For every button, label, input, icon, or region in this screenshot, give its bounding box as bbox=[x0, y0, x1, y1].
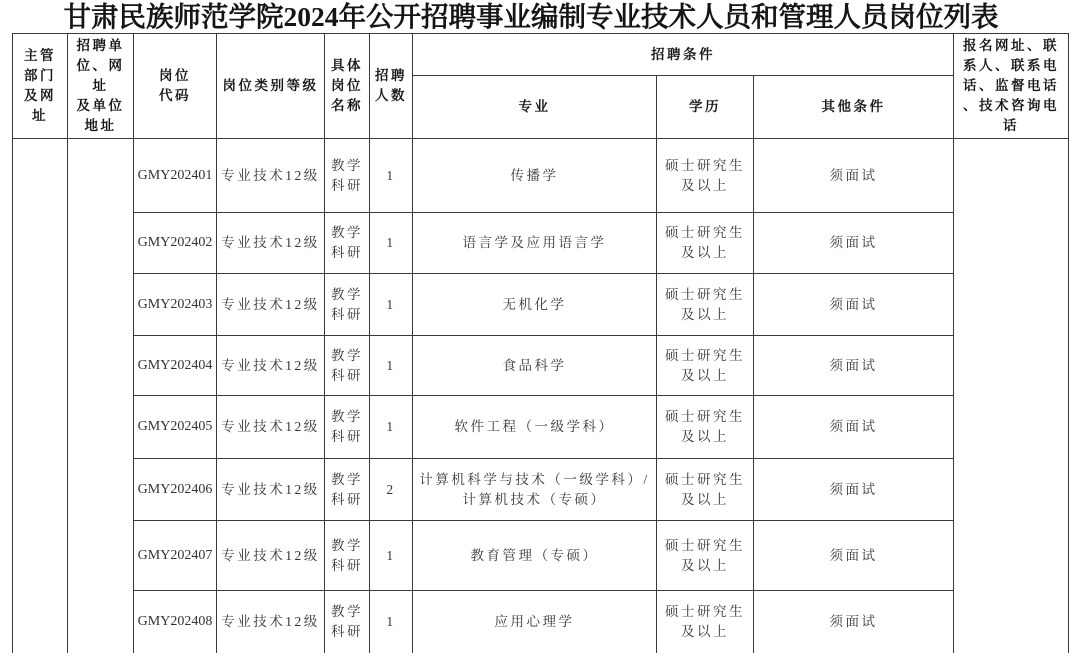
position-name: 教学科研 bbox=[331, 347, 363, 383]
position-name: 教学科研 bbox=[331, 286, 363, 322]
table-row bbox=[13, 213, 1069, 274]
education: 硕士研究生及以上 bbox=[665, 603, 745, 639]
category-level: 专业技术12级 bbox=[221, 613, 320, 629]
table-row bbox=[13, 336, 1069, 396]
category-level: 专业技术12级 bbox=[221, 235, 320, 250]
position-code: GMY202406 bbox=[137, 481, 213, 497]
position-name-cell bbox=[325, 521, 370, 591]
education-cell bbox=[657, 274, 754, 336]
education-cell bbox=[657, 396, 754, 459]
position-code-cell bbox=[134, 521, 217, 591]
category-level: 专业技术12级 bbox=[221, 481, 320, 497]
headcount: 1 bbox=[386, 167, 396, 183]
category-level-cell bbox=[217, 459, 325, 521]
header-employer-line: 招聘单位、网址 bbox=[76, 38, 125, 93]
header-department bbox=[13, 34, 68, 139]
position-code-cell bbox=[134, 274, 217, 336]
contact-cell bbox=[954, 139, 1069, 653]
position-name: 教学科研 bbox=[331, 471, 363, 507]
department-cell bbox=[13, 139, 68, 653]
major-cell bbox=[413, 396, 657, 459]
position-code: GMY202404 bbox=[137, 357, 213, 373]
header-education-label: 学历 bbox=[689, 99, 721, 114]
header-contact bbox=[954, 34, 1069, 139]
position-code: GMY202403 bbox=[137, 296, 213, 312]
other-conditions: 须面试 bbox=[829, 357, 878, 373]
category-level: 专业技术12级 bbox=[221, 167, 320, 183]
category-level-cell bbox=[217, 591, 325, 653]
headcount: 1 bbox=[386, 419, 396, 434]
category-level: 专业技术12级 bbox=[221, 296, 320, 312]
header-other-conditions-label: 其他条件 bbox=[821, 99, 886, 114]
major-line: 应用心理学 bbox=[494, 613, 575, 629]
position-name-cell bbox=[325, 274, 370, 336]
education-cell bbox=[657, 459, 754, 521]
document-title: 甘肃民族师范学院2024年公开招聘事业编制专业技术人员和管理人员岗位列表 bbox=[63, 1, 999, 32]
education: 硕士研究生及以上 bbox=[665, 537, 745, 573]
other-conditions: 须面试 bbox=[829, 481, 878, 497]
major-cell bbox=[413, 274, 657, 336]
headcount: 1 bbox=[386, 296, 396, 312]
major-cell bbox=[413, 459, 657, 521]
header-education bbox=[657, 76, 754, 139]
position-name-cell bbox=[325, 213, 370, 274]
position-name-cell bbox=[325, 459, 370, 521]
education: 硕士研究生及以上 bbox=[665, 347, 745, 383]
header-position-name bbox=[325, 34, 370, 139]
headcount: 1 bbox=[386, 613, 396, 629]
major-line: 教育管理（专硕） bbox=[470, 547, 599, 563]
education-cell bbox=[657, 139, 754, 213]
position-name: 教学科研 bbox=[331, 409, 363, 444]
position-code-cell bbox=[134, 459, 217, 521]
major-line: 计算机科学与技术（一级学科）/ bbox=[419, 471, 650, 487]
header-conditions bbox=[413, 34, 954, 76]
education: 硕士研究生及以上 bbox=[665, 225, 745, 260]
position-name: 教学科研 bbox=[331, 603, 363, 639]
header-contact-label: 报名网址、联系人、联系电话、监督电话、技术咨询电话 bbox=[963, 38, 1060, 133]
position-code: GMY202402 bbox=[137, 235, 213, 250]
major-line: 食品科学 bbox=[502, 357, 567, 373]
major-line: 软件工程（一级学科） bbox=[454, 419, 615, 434]
position-code-cell bbox=[134, 396, 217, 459]
other-conditions-cell bbox=[754, 459, 954, 521]
header-headcount bbox=[370, 34, 413, 139]
category-level-cell bbox=[217, 521, 325, 591]
headcount: 1 bbox=[386, 235, 396, 250]
table-row bbox=[13, 591, 1069, 653]
position-code-cell bbox=[134, 336, 217, 396]
table-row bbox=[13, 396, 1069, 459]
major-cell bbox=[413, 336, 657, 396]
major-line: 无机化学 bbox=[502, 296, 567, 312]
major-cell bbox=[413, 591, 657, 653]
headcount-cell bbox=[370, 336, 413, 396]
other-conditions: 须面试 bbox=[829, 167, 878, 183]
education: 硕士研究生及以上 bbox=[665, 471, 745, 507]
category-level-cell bbox=[217, 139, 325, 213]
education: 硕士研究生及以上 bbox=[665, 157, 745, 193]
header-employer-label bbox=[76, 36, 126, 136]
education-cell bbox=[657, 336, 754, 396]
category-level: 专业技术12级 bbox=[221, 357, 320, 373]
other-conditions: 须面试 bbox=[829, 613, 878, 629]
major-line: 语言学及应用语言学 bbox=[462, 235, 607, 250]
header-headcount-label: 招聘人数 bbox=[375, 68, 407, 103]
category-level-cell bbox=[217, 213, 325, 274]
other-conditions: 须面试 bbox=[829, 547, 878, 563]
position-name: 教学科研 bbox=[331, 157, 363, 193]
education-cell bbox=[657, 591, 754, 653]
major-cell bbox=[413, 139, 657, 213]
education: 硕士研究生及以上 bbox=[665, 286, 745, 322]
table-row bbox=[13, 274, 1069, 336]
category-level-cell bbox=[217, 396, 325, 459]
education-cell bbox=[657, 213, 754, 274]
major-cell bbox=[413, 521, 657, 591]
header-major bbox=[413, 76, 657, 139]
other-conditions: 须面试 bbox=[829, 419, 878, 434]
header-category-level bbox=[217, 34, 325, 139]
position-code: GMY202405 bbox=[137, 419, 213, 434]
headcount-cell bbox=[370, 591, 413, 653]
headcount: 1 bbox=[386, 357, 396, 373]
position-name-cell bbox=[325, 139, 370, 213]
other-conditions-cell bbox=[754, 591, 954, 653]
education-cell bbox=[657, 521, 754, 591]
other-conditions-cell bbox=[754, 336, 954, 396]
education: 硕士研究生及以上 bbox=[665, 409, 745, 444]
positions-table bbox=[12, 33, 1069, 653]
header-conditions-label: 招聘条件 bbox=[651, 46, 716, 62]
category-level: 专业技术12级 bbox=[221, 419, 320, 434]
position-name-cell bbox=[325, 591, 370, 653]
header-category-level-label: 岗位类别等级 bbox=[222, 78, 319, 93]
position-name: 教学科研 bbox=[331, 225, 363, 260]
category-level-cell bbox=[217, 336, 325, 396]
header-other-conditions bbox=[754, 76, 954, 139]
table-row bbox=[13, 521, 1069, 591]
position-name-cell bbox=[325, 336, 370, 396]
position-code: GMY202408 bbox=[137, 613, 213, 629]
position-code: GMY202401 bbox=[137, 167, 213, 183]
headcount: 2 bbox=[386, 481, 396, 497]
header-position-code bbox=[134, 34, 217, 139]
headcount-cell bbox=[370, 521, 413, 591]
header-department-label: 主管部门及网址 bbox=[24, 48, 56, 123]
other-conditions-cell bbox=[754, 274, 954, 336]
major-cell bbox=[413, 213, 657, 274]
category-level: 专业技术12级 bbox=[221, 547, 320, 563]
position-code-cell bbox=[134, 139, 217, 213]
other-conditions-cell bbox=[754, 139, 954, 213]
header-major-label: 专业 bbox=[518, 99, 551, 114]
header-row bbox=[13, 34, 1069, 76]
table-row bbox=[13, 459, 1069, 521]
category-level-cell bbox=[217, 274, 325, 336]
major-line: 计算机技术（专硕） bbox=[462, 491, 607, 507]
header-position-code-label: 岗位代码 bbox=[159, 68, 191, 103]
header-employer-address-line: 及单位地址 bbox=[76, 98, 125, 133]
headcount-cell bbox=[370, 459, 413, 521]
other-conditions: 须面试 bbox=[829, 235, 878, 250]
position-code-cell bbox=[134, 591, 217, 653]
headcount-cell bbox=[370, 396, 413, 459]
other-conditions-cell bbox=[754, 521, 954, 591]
position-code: GMY202407 bbox=[137, 547, 213, 563]
headcount-cell bbox=[370, 274, 413, 336]
other-conditions-cell bbox=[754, 396, 954, 459]
headcount-cell bbox=[370, 213, 413, 274]
position-name: 教学科研 bbox=[331, 537, 363, 573]
headcount-cell bbox=[370, 139, 413, 213]
other-conditions: 须面试 bbox=[829, 296, 878, 312]
major-line: 传播学 bbox=[510, 167, 559, 183]
employer-cell bbox=[68, 139, 134, 653]
other-conditions-cell bbox=[754, 213, 954, 274]
header-position-name-label: 具体岗位名称 bbox=[331, 58, 363, 113]
header-employer bbox=[68, 34, 134, 139]
position-name-cell bbox=[325, 396, 370, 459]
table-row bbox=[13, 139, 1069, 213]
headcount: 1 bbox=[386, 547, 396, 563]
position-code-cell bbox=[134, 213, 217, 274]
